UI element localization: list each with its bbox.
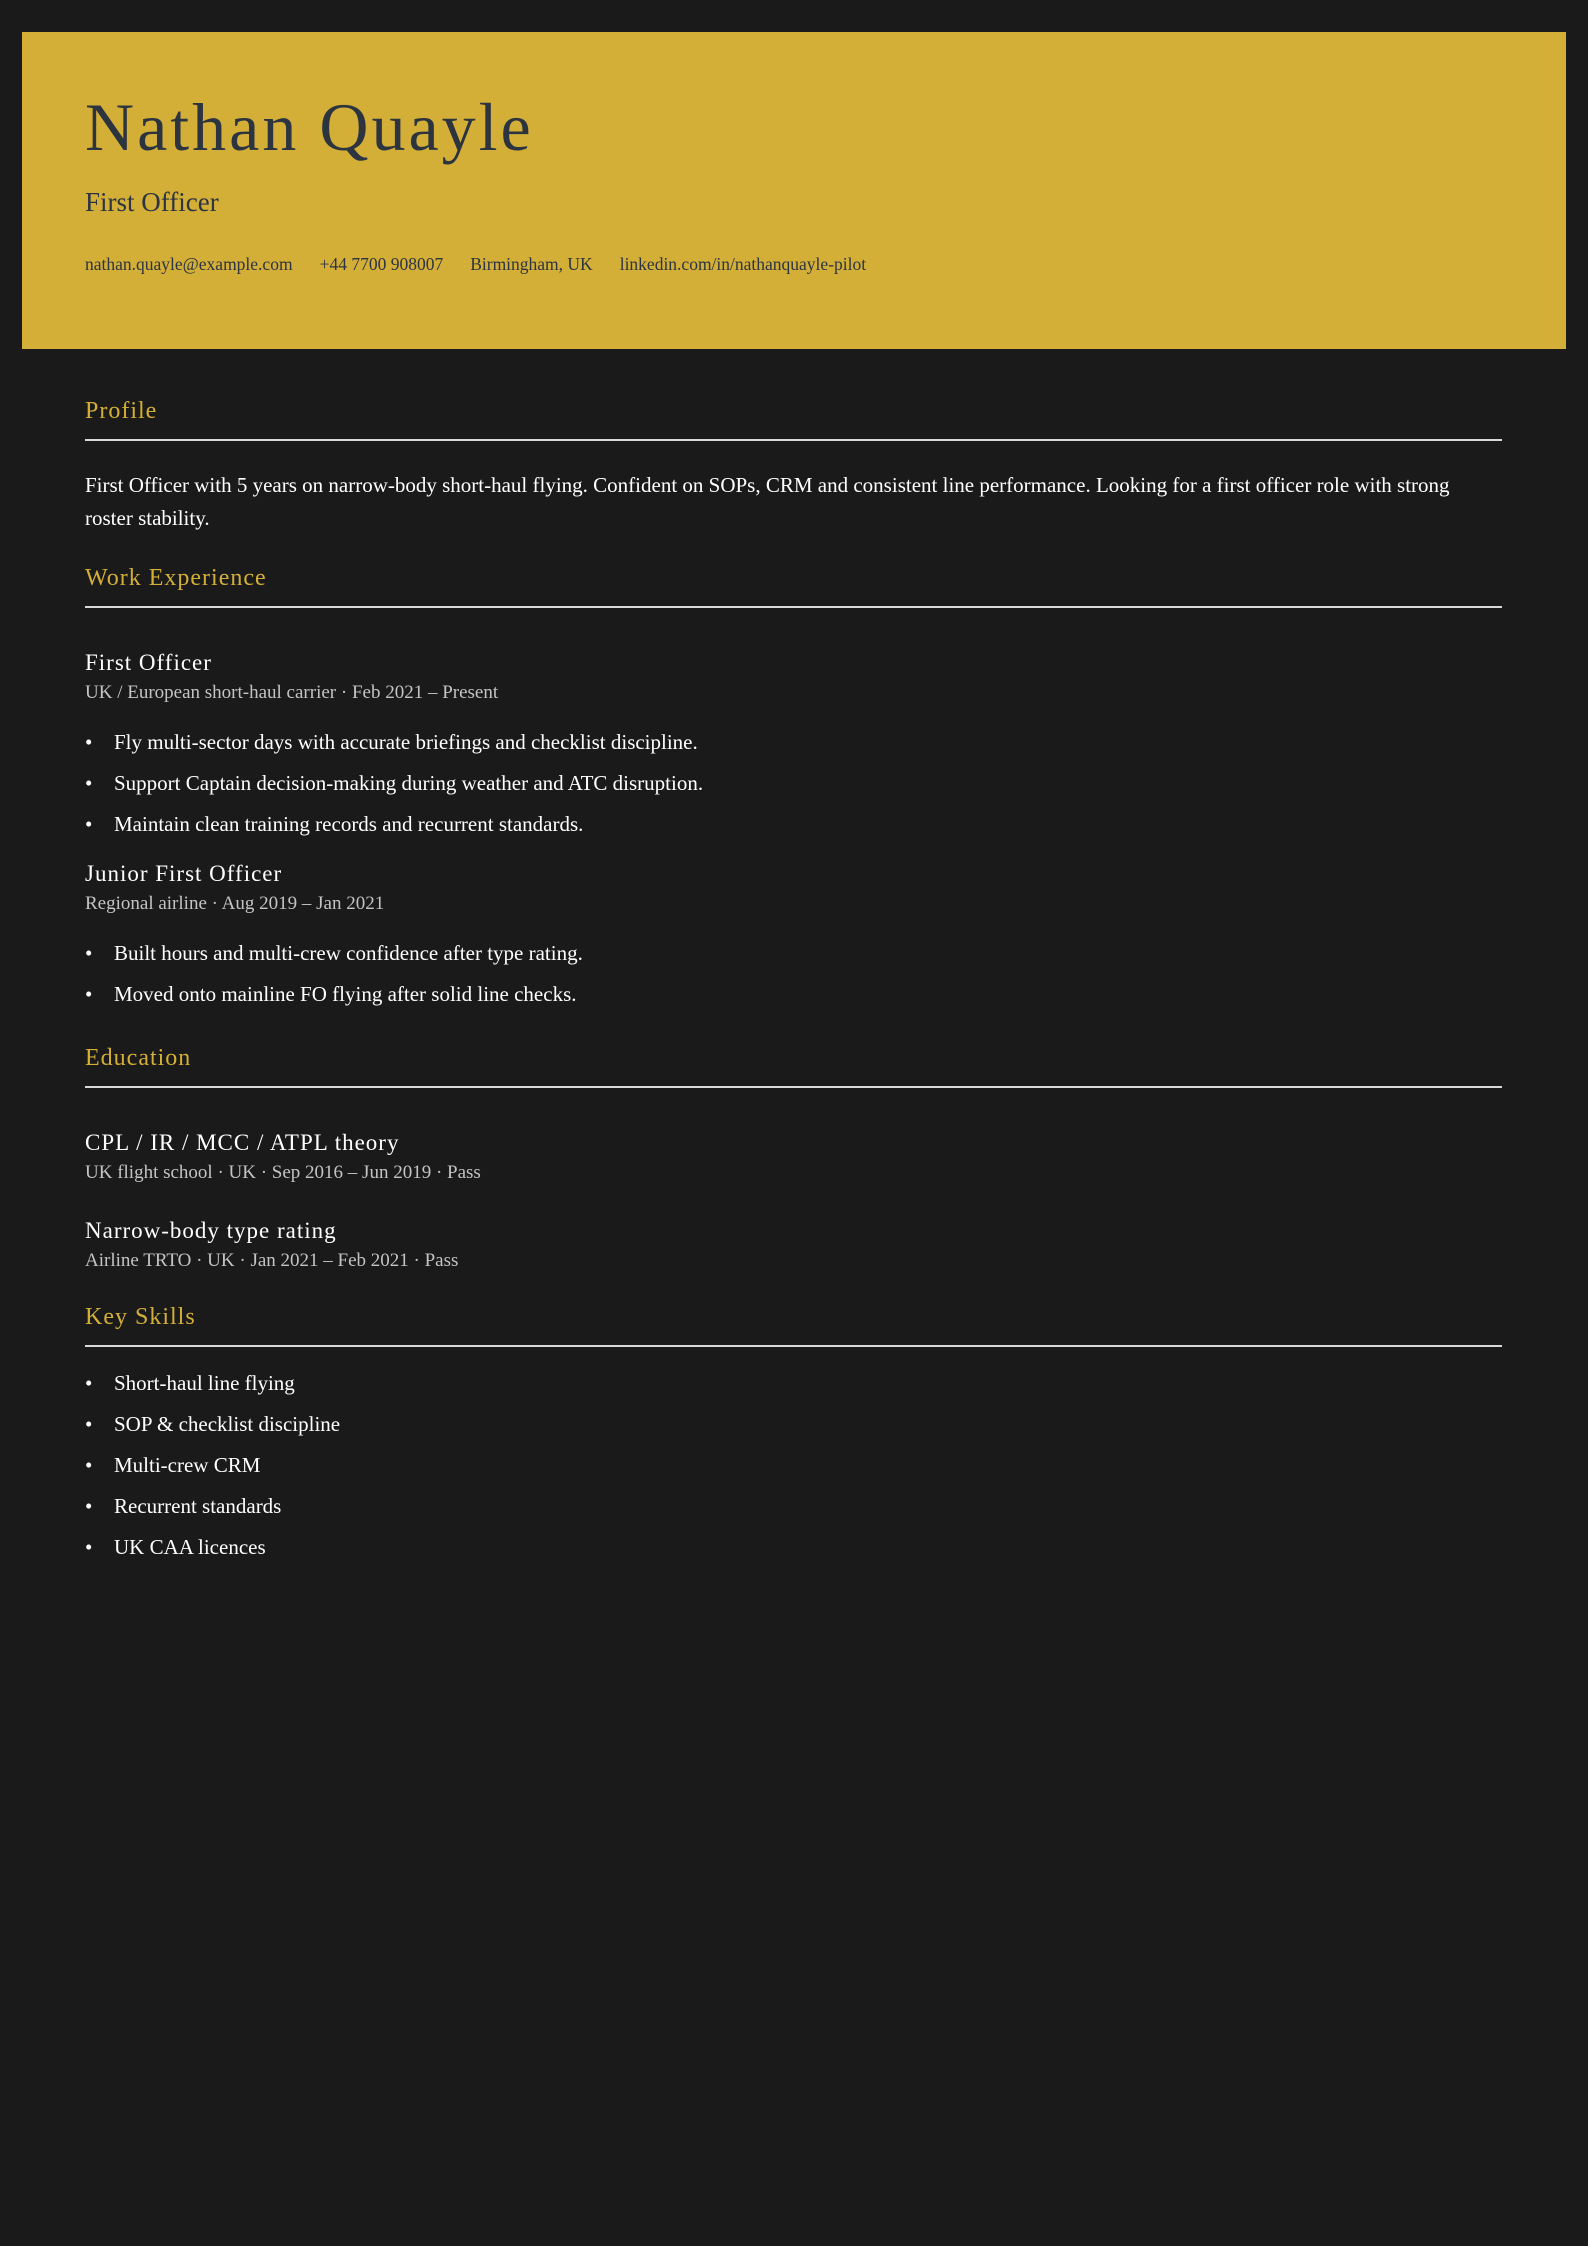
profile-section [85, 398, 1502, 535]
education-section [85, 1045, 1502, 1274]
education-title: CPL / IR / MCC / ATPL theory [85, 1130, 400, 1155]
job-entry [85, 859, 1502, 1015]
job-bullet: • Support Captain decision-making during weather and ATC disruption. [85, 763, 1502, 804]
profile-text: First Officer with 5 years on narrow-body short-haul flying. Confident on SOPs, CRM and consistent line performance. Looking for a first officer role with strong roster stability. [85, 473, 1450, 530]
education-meta: Airline TRTO · UK · Jan 2021 – Feb 2021 · Pass [85, 1250, 459, 1271]
section-title-experience: Work Experience [85, 565, 1502, 608]
skill-item: • SOP & checklist discipline [85, 1404, 1502, 1445]
job-bullets [85, 722, 1502, 845]
job-meta: Regional airline · Aug 2019 – Jan 2021 [85, 893, 385, 914]
job-bullet: • Fly multi-sector days with accurate briefings and checklist discipline. [85, 722, 1502, 763]
skill-item: • Short-haul line flying [85, 1363, 1502, 1404]
skill-item: • Recurrent standards [85, 1486, 1502, 1527]
contact-location: Birmingham, UK [470, 254, 593, 274]
section-title-skills: Key Skills [85, 1304, 1502, 1347]
job-title: Junior First Officer [85, 861, 283, 886]
education-entry [85, 1216, 1502, 1274]
resume-header [22, 32, 1566, 349]
section-title-education: Education [85, 1045, 1502, 1088]
skills-list [85, 1363, 1502, 1568]
job-bullet: • Moved onto mainline FO flying after solid line checks. [85, 974, 1502, 1015]
skills-section [85, 1304, 1502, 1568]
contact-phone[interactable]: +44 7700 908007 [319, 254, 444, 274]
contact-email[interactable]: nathan.quayle@example.com [85, 254, 293, 274]
skill-item: • Multi-crew CRM [85, 1445, 1502, 1486]
job-entry [85, 648, 1502, 845]
job-meta: UK / European short-haul carrier · Feb 2021 – Present [85, 682, 499, 703]
skill-item: • UK CAA licences [85, 1527, 1502, 1568]
job-bullets [85, 933, 1502, 1015]
candidate-role: First Officer [85, 187, 219, 217]
candidate-name: Nathan Quayle [85, 89, 534, 165]
education-entry [85, 1128, 1502, 1186]
section-title-profile: Profile [85, 398, 1502, 441]
contact-list [85, 254, 866, 275]
job-bullet: • Maintain clean training records and recurrent standards. [85, 804, 1502, 845]
resume-body [85, 398, 1502, 1568]
contact-linkedin[interactable]: linkedin.com/in/nathanquayle-pilot [619, 254, 867, 274]
job-title: First Officer [85, 650, 212, 675]
job-bullet: • Built hours and multi-crew confidence after type rating. [85, 933, 1502, 974]
education-title: Narrow-body type rating [85, 1218, 337, 1243]
education-meta: UK flight school · UK · Sep 2016 – Jun 2019 · Pass [85, 1162, 481, 1183]
experience-section [85, 565, 1502, 1015]
